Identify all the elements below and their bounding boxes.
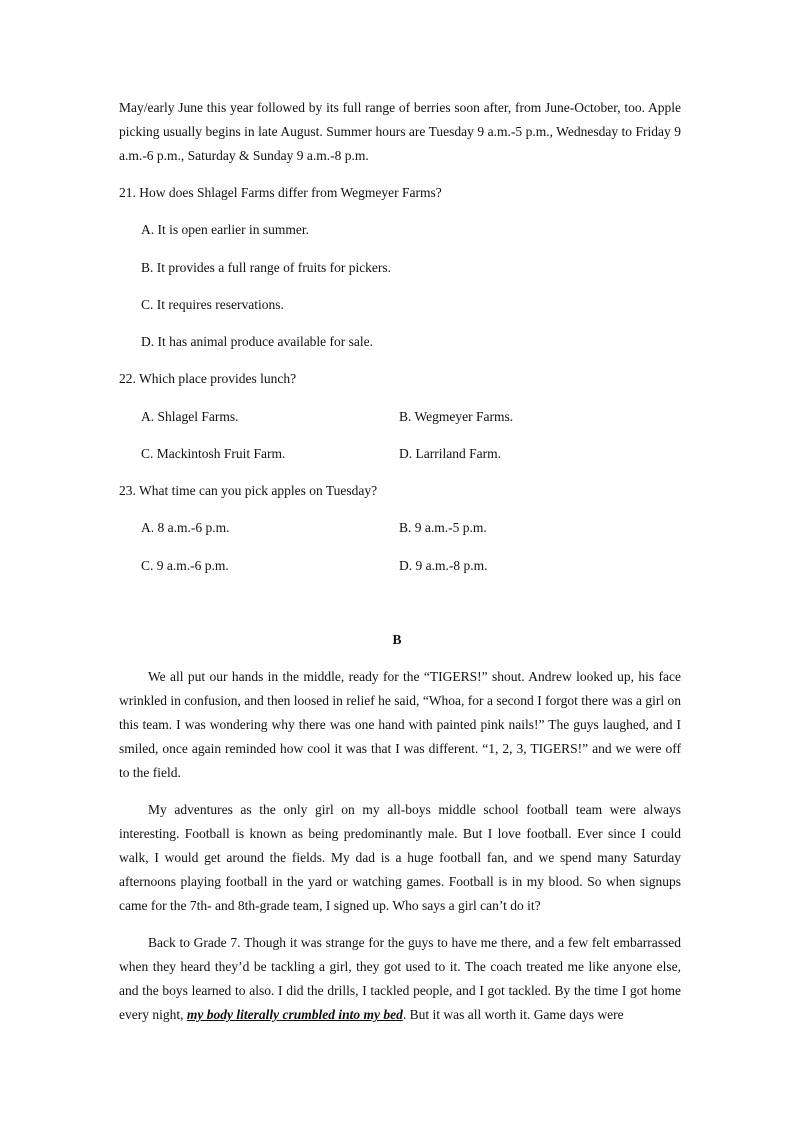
q23-option-d: D. 9 a.m.-8 p.m. bbox=[399, 558, 488, 573]
q23-option-b: B. 9 a.m.-5 p.m. bbox=[399, 520, 487, 535]
q21-option-b: B. It provides a full range of fruits for pickers. bbox=[141, 260, 392, 275]
intro-paragraph: May/early June this year followed by its full range of berries soon after, from June-October, too. Apple picking usually begins in late August. Summer hours are Tuesday 9 a.m.-5 p.m., Wednesday to Friday 9 a.m.-6 p.m., Saturday & Sunday 9 a.m.-8 p.m. bbox=[119, 100, 681, 163]
q22-option-b: B. Wegmeyer Farms. bbox=[399, 409, 514, 424]
passage-paragraph-2: My adventures as the only girl on my all-boys middle school football team were always interesting. Football is known as being predominantly male. But I love football. Ever since I could walk, I would get around the fields. My dad is a huge football fan, and we spend many Saturday afternoons playing football in the yard or watching games. Football is in my blood. So when signups came for the 7th- and 8th-grade team, I signed up. Who says a girl can’t do it? bbox=[119, 802, 681, 913]
q22-option-c: C. Mackintosh Fruit Farm. bbox=[141, 446, 286, 461]
passage-paragraph-3 bbox=[119, 931, 681, 1027]
question-22: 22. Which place provides lunch? bbox=[119, 371, 297, 386]
question-21: 21. How does Shlagel Farms differ from Wegmeyer Farms? bbox=[119, 185, 442, 200]
q22-option-a: A. Shlagel Farms. bbox=[141, 409, 239, 424]
q21-option-d: D. It has animal produce available for sale. bbox=[141, 334, 374, 349]
q23-option-c: C. 9 a.m.-6 p.m. bbox=[141, 558, 229, 573]
q22-option-d: D. Larriland Farm. bbox=[399, 446, 501, 461]
section-heading: B bbox=[392, 632, 402, 647]
question-23: 23. What time can you pick apples on Tuesday? bbox=[119, 483, 378, 498]
q23-option-a: A. 8 a.m.-6 p.m. bbox=[141, 520, 230, 535]
paragraph-3-end: . But it was all worth it. Game days were bbox=[402, 1007, 624, 1022]
passage-paragraph-1: We all put our hands in the middle, ready for the “TIGERS!” shout. Andrew looked up, his face wrinkled in confusion, and then loosed in relief he said, “Whoa, for a second I forgot there was a girl on this team. I was wondering why there was one hand with painted pink nails!” The guys laughed, and I smiled, once again reminded how cool it was that I was different. “1, 2, 3, TIGERS!” and we were off to the field. bbox=[119, 669, 681, 780]
paragraph-3-start: Back to Grade 7. Though it was strange for the guys to have me there, and a few felt embarrassed when they heard they’d be tackling a girl, they got used to it. The coach treated me like anyone else, and the boys learned to also. I did the drills, I tackled people, and I got tackled. By the time I got home every night, bbox=[119, 935, 681, 1022]
underlined-phrase: my body literally crumbled into my bed bbox=[186, 1007, 403, 1022]
q21-option-c: C. It requires reservations. bbox=[141, 297, 284, 312]
q21-option-a: A. It is open earlier in summer. bbox=[141, 222, 309, 237]
